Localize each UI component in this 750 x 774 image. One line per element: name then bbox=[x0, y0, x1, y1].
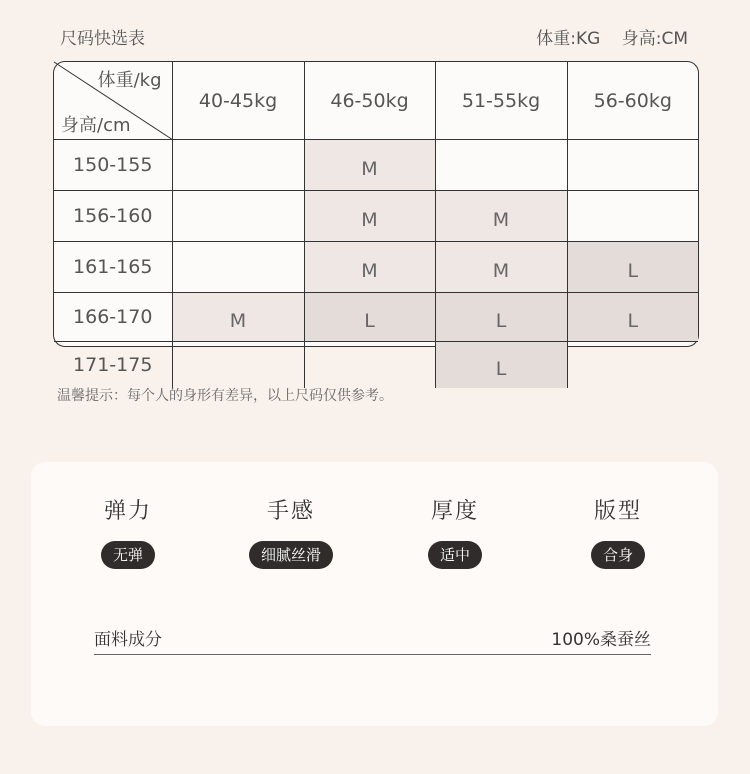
attribute-value-badge: 无弹 bbox=[101, 541, 155, 569]
size-cell bbox=[172, 140, 304, 191]
attribute-elasticity bbox=[68, 494, 188, 569]
table-row bbox=[54, 191, 698, 242]
attribute-thickness bbox=[395, 494, 515, 569]
size-cell: L bbox=[304, 293, 435, 342]
size-cell: L bbox=[435, 342, 567, 389]
size-cell bbox=[567, 140, 698, 191]
height-row-header: 150-155 bbox=[54, 140, 172, 191]
size-cell bbox=[435, 140, 567, 191]
size-cell: L bbox=[567, 293, 698, 342]
table-row bbox=[54, 342, 698, 389]
height-unit-label: 身高:CM bbox=[621, 29, 688, 49]
attribute-value-badge: 细腻丝滑 bbox=[249, 541, 333, 569]
size-cell: M bbox=[304, 191, 435, 242]
size-cell bbox=[567, 191, 698, 242]
weight-column-header: 51-55kg bbox=[435, 62, 567, 140]
attribute-name: 弹力 bbox=[103, 499, 152, 524]
weight-column-header: 56-60kg bbox=[567, 62, 698, 140]
size-cell: M bbox=[172, 293, 304, 342]
height-row-header: 156-160 bbox=[54, 191, 172, 242]
fabric-composition-row bbox=[94, 623, 651, 655]
table-row bbox=[54, 242, 698, 293]
size-cell: L bbox=[567, 242, 698, 293]
weight-column-header: 46-50kg bbox=[304, 62, 435, 140]
attribute-name: 手感 bbox=[266, 499, 315, 524]
size-cell: L bbox=[435, 293, 567, 342]
attribute-name: 版型 bbox=[593, 499, 642, 524]
fabric-composition-label: 面料成分 bbox=[94, 630, 162, 650]
size-cell: M bbox=[304, 140, 435, 191]
size-cell: M bbox=[435, 242, 567, 293]
height-row-header: 161-165 bbox=[54, 242, 172, 293]
height-row-header: 166-170 bbox=[54, 293, 172, 342]
attribute-hand-feel bbox=[231, 494, 351, 569]
corner-cell bbox=[54, 62, 172, 140]
size-tip: 温馨提示：每个人的身形有差异，以上尺码仅供参考。 bbox=[57, 388, 393, 404]
weight-unit-label: 体重:KG bbox=[536, 29, 601, 49]
fabric-attributes-card bbox=[31, 462, 718, 726]
size-cell bbox=[172, 191, 304, 242]
weight-column-header: 40-45kg bbox=[172, 62, 304, 140]
attribute-name: 厚度 bbox=[430, 499, 479, 524]
table-row bbox=[54, 293, 698, 342]
unit-legend bbox=[536, 24, 688, 49]
attribute-value-badge: 合身 bbox=[591, 541, 645, 569]
attribute-fit bbox=[558, 494, 678, 569]
size-chart-table bbox=[53, 61, 699, 380]
size-cell: M bbox=[435, 191, 567, 242]
table-row bbox=[54, 140, 698, 191]
weight-axis-label: 体重/kg bbox=[97, 70, 162, 91]
height-axis-label: 身高/cm bbox=[61, 115, 131, 136]
chart-title: 尺码快选表 bbox=[60, 29, 145, 49]
fabric-composition-value: 100%桑蚕丝 bbox=[551, 630, 651, 650]
size-cell bbox=[172, 342, 304, 389]
height-row-header: 171-175 bbox=[54, 342, 172, 389]
size-cell bbox=[567, 342, 698, 389]
size-cell bbox=[172, 242, 304, 293]
table-header-row bbox=[54, 62, 698, 140]
size-cell: M bbox=[304, 242, 435, 293]
size-cell bbox=[304, 342, 435, 389]
attribute-value-badge: 适中 bbox=[428, 541, 482, 569]
